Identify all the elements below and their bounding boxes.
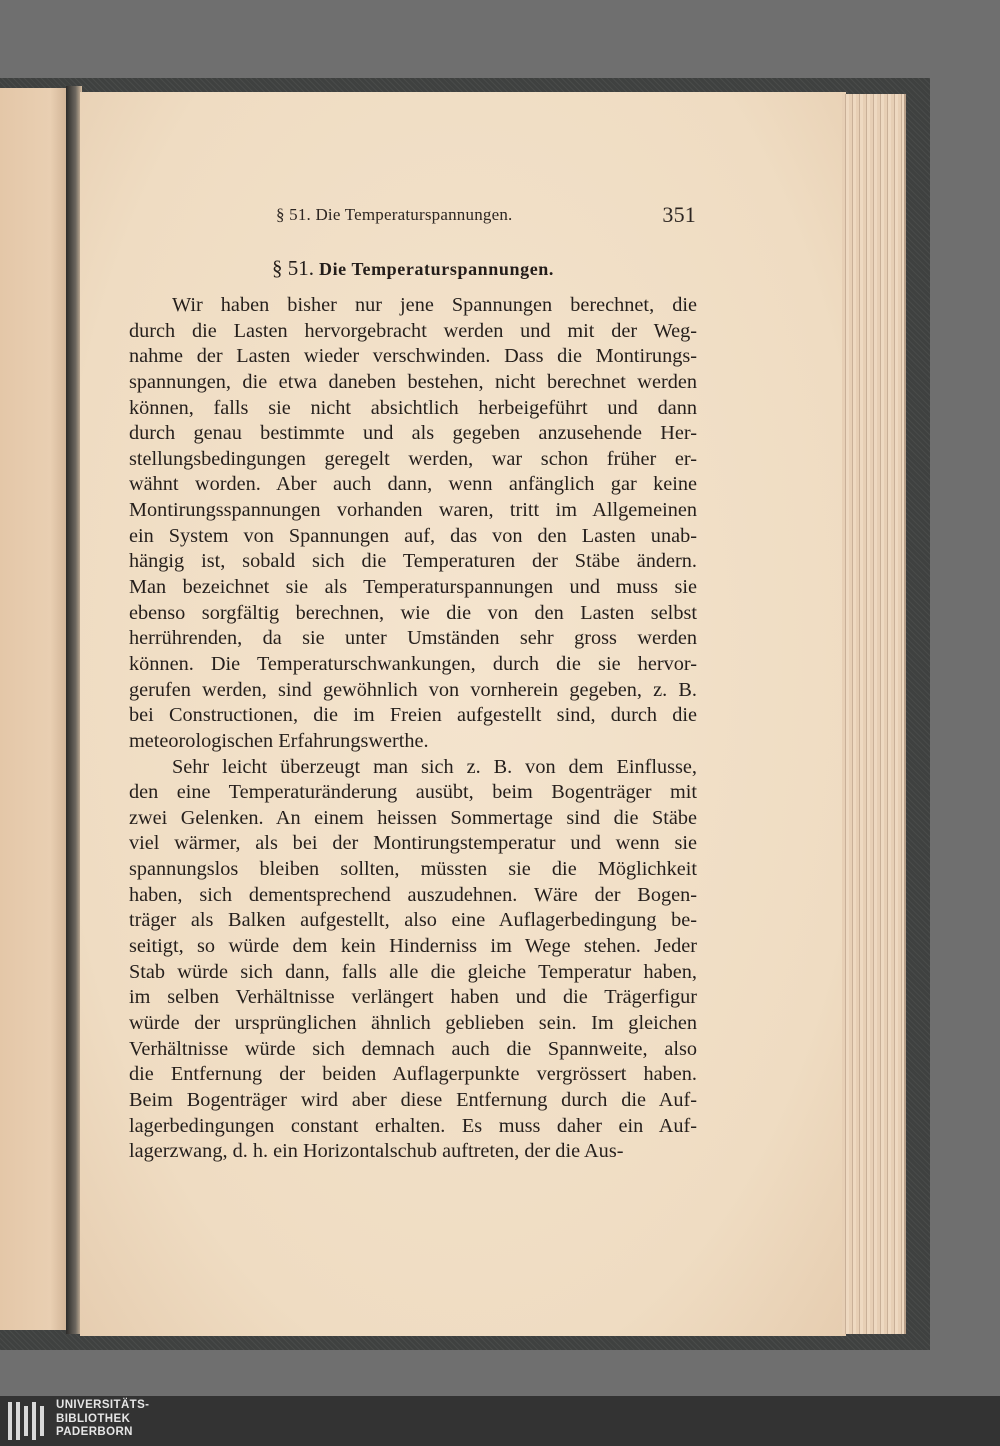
text-line: würde der ursprünglichen ähnlich geblieben sein. Im gleichen (129, 1011, 697, 1034)
text-line: nahme der Lasten wieder verschwinden. Dass die Montirungs- (129, 345, 697, 368)
text-line: herrührenden, da sie unter Umständen sehr gross werden (129, 627, 697, 650)
body-text (129, 293, 697, 1165)
text-line: Montirungsspannungen vorhanden waren, tritt im Allgemeinen (129, 499, 697, 522)
text-line: haben, sich dementsprechend auszudehnen. Wäre der Bogen- (129, 883, 697, 906)
library-name-line: UNIVERSITÄTS- (56, 1399, 150, 1411)
text-line: durch die Lasten hervorgebracht werden und mit der Weg- (129, 319, 697, 342)
library-name-line: PADERBORN (56, 1426, 133, 1438)
text-line: Sehr leicht überzeugt man sich z. B. von dem Einflusse, (172, 755, 697, 778)
text-line: durch genau bestimmte und als gegeben anzusehende Her- (129, 422, 697, 445)
text-line: Man bezeichnet sie als Temperaturspannungen und muss sie (129, 576, 697, 599)
text-line: die Entfernung der beiden Auflagerpunkte vergrössert haben. (129, 1063, 697, 1086)
left-page-edge (0, 88, 72, 1330)
text-line: gerufen werden, sind gewöhnlich von vornherein gegeben, z. B. (129, 678, 697, 701)
text-line: Verhältnisse würde sich demnach auch die Spannweite, also (129, 1037, 697, 1060)
library-logo-icon (6, 1400, 50, 1442)
library-name-line: BIBLIOTHEK (56, 1412, 131, 1425)
text-line: spannungen, die etwa daneben bestehen, nicht berechnet werden (129, 370, 697, 393)
text-line: ebenso sorgfältig berechnen, wie die von den Lasten selbst (129, 601, 697, 624)
text-line: hängig ist, sobald sich die Temperaturen der Stäbe ändern. (129, 550, 697, 573)
page-number: 351 (662, 202, 696, 227)
section-number: § 51. (271, 256, 314, 280)
text-line: Beim Bogenträger wird aber diese Entfernung durch die Auf- (129, 1088, 697, 1111)
text-line: im selben Verhältnisse verlängert haben und die Trägerfigur (129, 986, 697, 1009)
text-line: bei Constructionen, die im Freien aufgestellt sind, durch die (129, 704, 697, 727)
text-line: zwei Gelenken. An einem heissen Sommertage sind die Stäbe (129, 806, 697, 829)
page-edges (842, 94, 906, 1334)
text-line: Wir haben bisher nur jene Spannungen berechnet, die (172, 294, 697, 316)
text-line: wähnt worden. Aber auch dann, wenn anfänglich gar keine (129, 473, 697, 496)
text-line: meteorologischen Erfahrungswerthe. (129, 729, 429, 752)
text-line: den eine Temperaturänderung ausübt, beim Bogenträger mit (129, 781, 697, 804)
text-line: Stab würde sich dann, falls alle die gleiche Temperatur haben, (129, 960, 697, 983)
text-line: lagerzwang, d. h. ein Horizontalschub auftreten, der die Aus- (129, 1140, 624, 1163)
text-line: spannungslos bleiben sollten, müssten sie die Möglichkeit (129, 858, 697, 881)
text-line: träger als Balken aufgestellt, also eine Auflagerbedingung be- (129, 909, 697, 932)
running-head (276, 202, 696, 230)
text-line: können. Die Temperaturschwankungen, durch die sie hervor- (129, 652, 697, 675)
section-heading (130, 256, 696, 281)
text-line: stellungsbedingungen geregelt werden, war schon früher er- (129, 447, 697, 470)
text-line: viel wärmer, als bei der Montirungstemperatur und wenn sie (129, 832, 697, 855)
library-footer (0, 1396, 1000, 1446)
text-line: seitigt, so würde dem kein Hinderniss im Wege stehen. Jeder (129, 935, 697, 958)
library-name (56, 1399, 149, 1440)
text-line: lagerbedingungen constant erhalten. Es muss daher ein Auf- (129, 1114, 697, 1137)
running-head-title: § 51. Die Temperaturspannungen. (276, 205, 513, 224)
text-line: können, falls sie nicht absichtlich herbeigeführt und dann (129, 396, 697, 419)
section-title: Die Temperaturspannungen. (318, 259, 555, 279)
text-line: ein System von Spannungen auf, das von den Lasten unab- (129, 524, 697, 547)
